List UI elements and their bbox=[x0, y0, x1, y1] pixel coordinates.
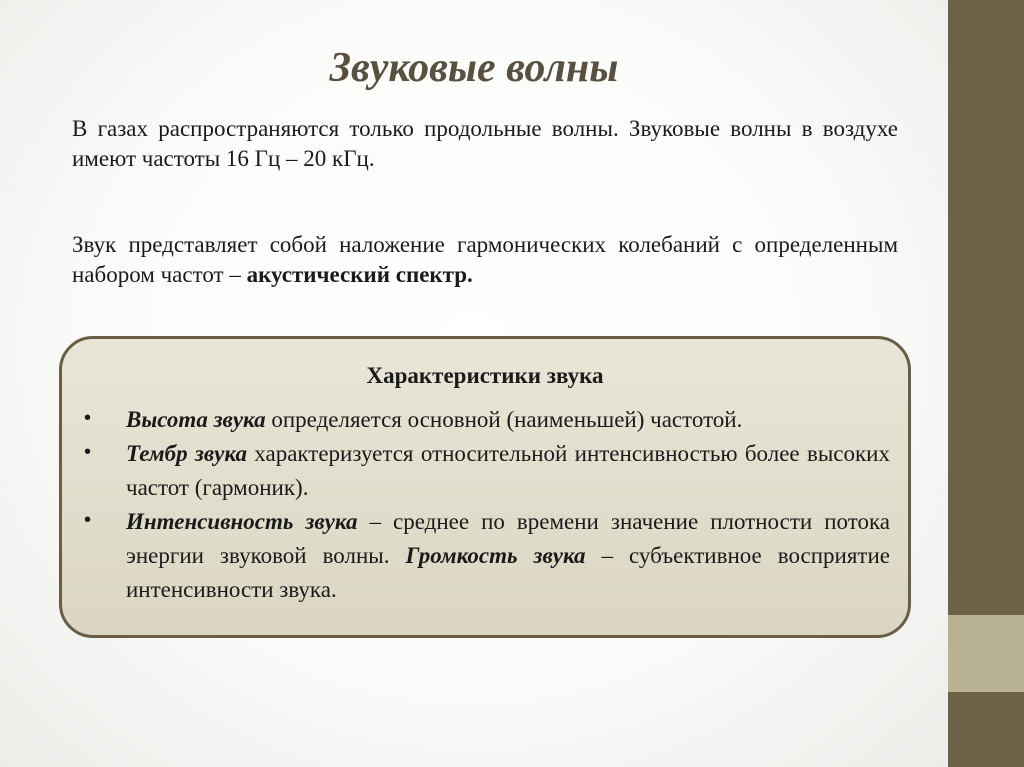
bullet-term: Высота звука bbox=[126, 407, 266, 432]
intro-paragraph: В газах распространяются только продольные волны. Звуковые волны в воздухе имеют частоты 16 Гц – 20 кГц. bbox=[72, 116, 898, 171]
spectrum-term: акустический спектр. bbox=[246, 262, 473, 287]
bullet-description: характеризуется относительной интенсивностью более высоких частот (гармоник). bbox=[126, 441, 890, 500]
bullet-description: – среднее по времени значение плотности потока энергии звуковой волны. bbox=[126, 509, 890, 568]
bullet-description: определяется основной (наименьшей) частотой. bbox=[265, 407, 743, 432]
bullet-term-2: Громкость звука bbox=[405, 543, 586, 568]
bullet-term: Интенсивность звука bbox=[126, 509, 358, 534]
bullet-icon: • bbox=[84, 509, 92, 531]
bullet-text bbox=[126, 505, 890, 607]
bullet-icon: • bbox=[84, 407, 92, 429]
spectrum-paragraph bbox=[72, 230, 898, 290]
characteristics-box bbox=[59, 336, 911, 638]
bullet-term: Тембр звука bbox=[126, 441, 247, 466]
right-band-accent bbox=[948, 615, 1024, 692]
bullet-description-2: – субъективное восприятие интенсивности звука. bbox=[126, 543, 890, 602]
bullet-text bbox=[126, 403, 890, 437]
slide-title: Звуковые волны bbox=[329, 45, 619, 91]
spectrum-text: Звук представляет собой наложение гармонических колебаний с определенным набором частот – bbox=[72, 232, 898, 287]
bullet-text bbox=[126, 437, 890, 505]
bullet-icon: • bbox=[84, 441, 92, 463]
characteristics-title: Характеристики звука bbox=[366, 363, 604, 388]
